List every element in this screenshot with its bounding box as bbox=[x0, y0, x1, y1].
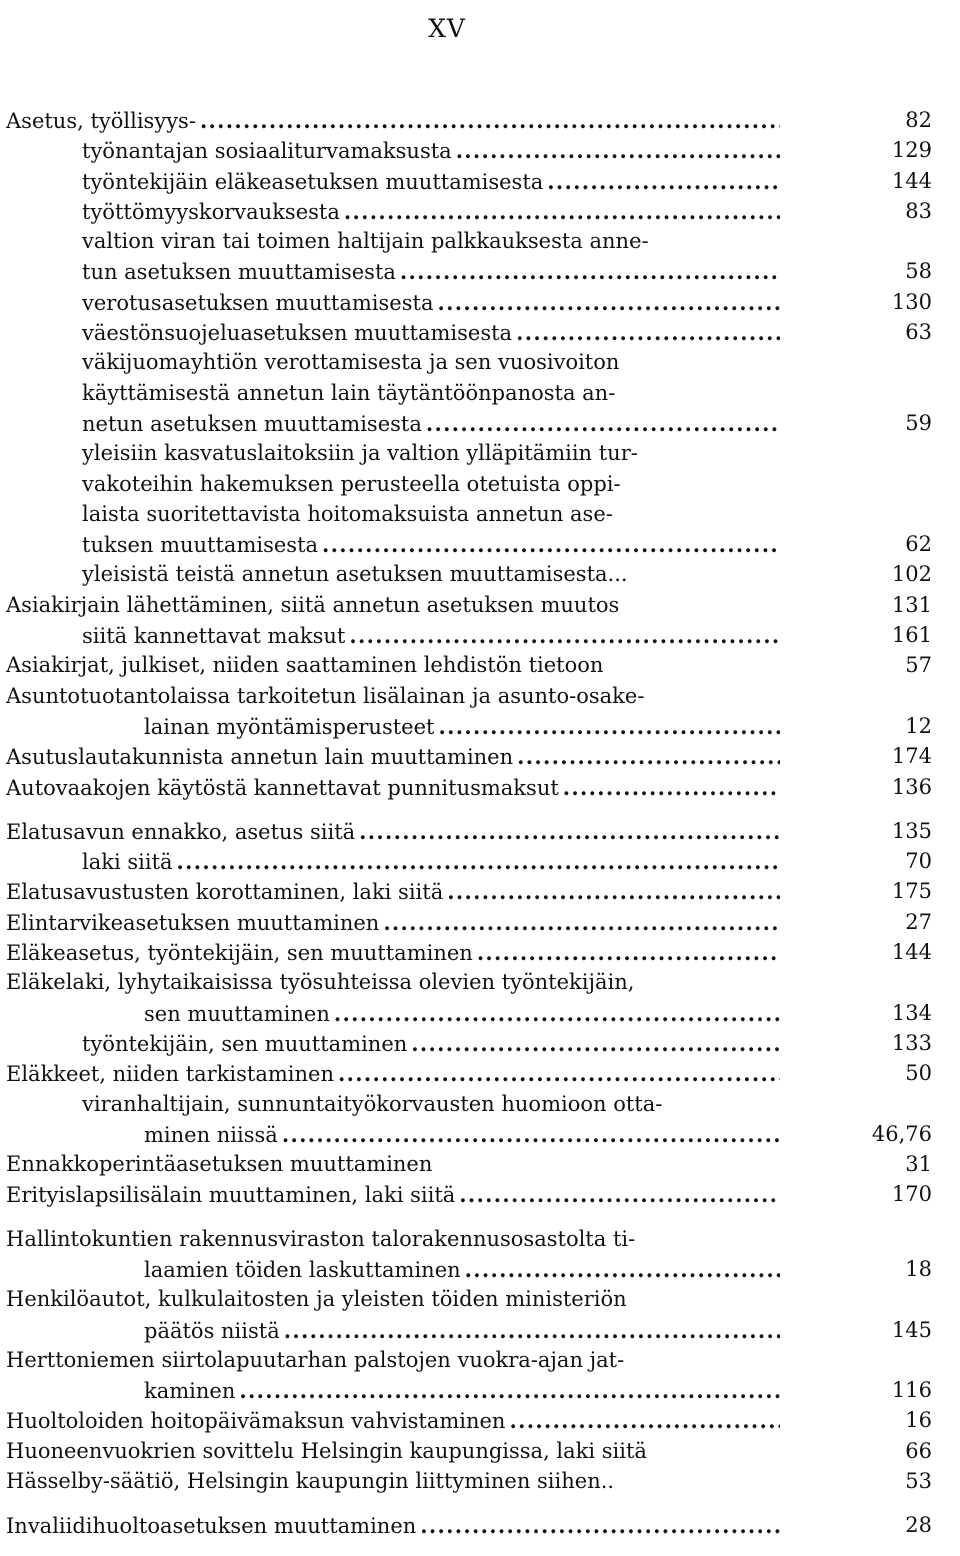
entry-page-number: 66 bbox=[905, 1438, 932, 1463]
entry-title: Asuntotuotantolaissa tarkoitetun lisälainan ja asunto-osake- bbox=[6, 683, 645, 708]
index-entry bbox=[0, 108, 960, 138]
entry-title: väestönsuojeluasetuksen muuttamisesta bbox=[82, 321, 513, 346]
leader-dots bbox=[437, 290, 780, 315]
index-entry bbox=[0, 653, 960, 683]
entry-page-number: 59 bbox=[905, 410, 932, 435]
entry-title: Eläkelaki, lyhytaikaisissa työsuhteissa olevien työntekijäin, bbox=[6, 970, 635, 995]
index-entry bbox=[0, 970, 960, 1000]
leader-dots bbox=[426, 411, 780, 436]
entry-title: Henkilöautot, kulkulaitosten ja yleisten töiden ministeriön bbox=[6, 1287, 627, 1312]
entry-title: Huoneenvuokrien sovittelu Helsingin kaupungissa, laki siitä bbox=[6, 1438, 647, 1463]
index-entry bbox=[0, 819, 960, 849]
index-entry bbox=[0, 1408, 960, 1438]
entry-page-number: 62 bbox=[905, 532, 932, 557]
index-entry bbox=[0, 593, 960, 623]
index-entry bbox=[0, 1182, 960, 1212]
entry-page-number: 144 bbox=[891, 168, 932, 193]
index-entry bbox=[0, 879, 960, 909]
leader-dots bbox=[400, 259, 780, 284]
entry-page-number: 131 bbox=[891, 592, 932, 617]
leader-dots bbox=[563, 775, 780, 800]
entry-title: Huoltoloiden hoitopäivämaksun vahvistaminen bbox=[6, 1409, 506, 1434]
entry-page-number: 175 bbox=[891, 879, 932, 904]
entry-title: netun asetuksen muuttamisesta bbox=[82, 411, 422, 436]
index-entry bbox=[0, 199, 960, 229]
index-entry bbox=[0, 532, 960, 562]
entry-title: yleisiin kasvatuslaitoksiin ja valtion ylläpitämiin tur- bbox=[82, 441, 638, 466]
index-entry bbox=[0, 1348, 960, 1378]
entry-page-number: 145 bbox=[891, 1317, 932, 1342]
leader-dots bbox=[517, 744, 780, 769]
index-entry bbox=[0, 1152, 960, 1182]
leader-dots bbox=[177, 849, 780, 874]
entry-title: työntekijäin, sen muuttaminen bbox=[82, 1031, 408, 1056]
index-entry bbox=[0, 411, 960, 441]
entry-title: Asetus, työllisyys- bbox=[6, 109, 196, 133]
index-entry bbox=[0, 138, 960, 168]
entry-page-number: 144 bbox=[891, 940, 932, 965]
entry-page-number: 133 bbox=[891, 1030, 932, 1055]
entry-title: Elintarvikeasetuksen muuttaminen bbox=[6, 910, 380, 935]
entry-title: siitä kannettavat maksut bbox=[82, 624, 346, 649]
leader-dots bbox=[477, 940, 780, 965]
entry-page-number: 16 bbox=[905, 1408, 932, 1433]
entry-title: Eläkkeet, niiden tarkistaminen bbox=[6, 1062, 334, 1087]
leader-dots bbox=[516, 320, 780, 345]
index-entry bbox=[0, 1001, 960, 1031]
entry-page-number: 53 bbox=[905, 1469, 932, 1494]
index-entry bbox=[0, 1469, 960, 1499]
entry-title: Asiakirjat, julkiset, niiden saattaminen lehdistön tietoon bbox=[6, 653, 604, 678]
entry-page-number: 46,76 bbox=[871, 1121, 932, 1146]
entry-title: Herttoniemen siirtolapuutarhan palstojen vuokra-ajan jat- bbox=[6, 1347, 625, 1372]
entry-title: minen niissä bbox=[144, 1122, 278, 1147]
entry-title: laista suoritettavista hoitomaksuista annetun ase- bbox=[82, 501, 613, 526]
entry-page-number: 116 bbox=[891, 1378, 932, 1403]
entry-title: Elatusavun ennakko, asetus siitä bbox=[6, 819, 356, 844]
index-entry bbox=[0, 1122, 960, 1152]
entry-page-number: 135 bbox=[891, 818, 932, 843]
index-entry bbox=[0, 562, 960, 592]
index-entry bbox=[0, 350, 960, 380]
entry-title: päätös niistä bbox=[144, 1318, 280, 1343]
leader-dots bbox=[420, 1513, 780, 1538]
entry-title: sen muuttaminen bbox=[144, 1001, 330, 1026]
entry-title: Hässelby-säätiö, Helsingin kaupungin liittyminen siihen.. bbox=[6, 1469, 615, 1494]
entry-title: Asutuslautakunnista annetun lain muuttaminen bbox=[6, 745, 514, 770]
index-entry bbox=[0, 849, 960, 879]
index-entry bbox=[0, 1513, 960, 1543]
index-entry bbox=[0, 441, 960, 471]
leader-dots bbox=[465, 1257, 780, 1282]
entry-title: Elatusavustusten korottaminen, laki siitä bbox=[6, 880, 444, 905]
entry-title: laki siitä bbox=[82, 850, 173, 875]
index-entry bbox=[0, 623, 960, 653]
leader-dots bbox=[334, 1001, 780, 1026]
index-entry bbox=[0, 1287, 960, 1317]
leader-dots bbox=[282, 1122, 780, 1147]
leader-dots bbox=[349, 623, 780, 648]
entry-title: Autovaakojen käytöstä kannettavat punnitusmaksut bbox=[6, 775, 559, 800]
entry-page-number: 63 bbox=[905, 320, 932, 345]
leader-dots bbox=[547, 169, 780, 194]
index-entry bbox=[0, 1061, 960, 1091]
entry-title: lainan myöntämisperusteet bbox=[144, 714, 435, 739]
entry-page-number: 102 bbox=[891, 562, 932, 587]
entry-title: väkijuomayhtiön verottamisesta ja sen vuosivoiton bbox=[82, 350, 620, 375]
index-entry bbox=[0, 472, 960, 502]
index-entry bbox=[0, 1227, 960, 1257]
leader-dots bbox=[383, 910, 780, 935]
entry-title: työntekijäin eläkeasetuksen muuttamisesta bbox=[82, 169, 544, 194]
leader-dots bbox=[411, 1031, 780, 1056]
entry-page-number: 18 bbox=[905, 1256, 932, 1281]
entry-page-number: 82 bbox=[905, 108, 932, 132]
entry-page-number: 136 bbox=[891, 774, 932, 799]
entry-page-number: 58 bbox=[905, 259, 932, 284]
index-entry bbox=[0, 290, 960, 320]
entry-page-number: 174 bbox=[891, 744, 932, 769]
entry-title: Eläkeasetus, työntekijäin, sen muuttaminen bbox=[6, 941, 473, 966]
leader-dots bbox=[509, 1408, 780, 1433]
leader-dots bbox=[338, 1061, 780, 1086]
leader-dots bbox=[438, 714, 780, 739]
leader-dots bbox=[284, 1318, 780, 1343]
entry-title: Hallintokuntien rakennusviraston talorakennusosastolta ti- bbox=[6, 1226, 636, 1251]
index-entry bbox=[0, 1318, 960, 1348]
entry-page-number: 57 bbox=[905, 653, 932, 678]
index-entry bbox=[0, 229, 960, 259]
entry-page-number: 170 bbox=[891, 1182, 932, 1207]
entry-title: Ennakkoperintäasetuksen muuttaminen bbox=[6, 1152, 433, 1177]
index-entry bbox=[0, 259, 960, 289]
index-entry bbox=[0, 1378, 960, 1408]
leader-dots bbox=[344, 199, 780, 224]
leader-dots bbox=[239, 1378, 780, 1403]
entry-title: yleisistä teistä annetun asetuksen muuttamisesta... bbox=[82, 562, 628, 587]
index-list bbox=[0, 108, 960, 1544]
index-entry bbox=[0, 1092, 960, 1122]
entry-title: Erityislapsilisälain muuttaminen, laki siitä bbox=[6, 1183, 456, 1208]
entry-title: valtion viran tai toimen haltijain palkkauksesta anne- bbox=[82, 229, 649, 254]
entry-title: tun asetuksen muuttamisesta bbox=[82, 260, 396, 285]
entry-page-number: 129 bbox=[891, 138, 932, 163]
entry-page-number: 50 bbox=[905, 1061, 932, 1086]
entry-title: viranhaltijain, sunnuntaityökorvausten huomioon otta- bbox=[82, 1091, 663, 1116]
entry-title: työttömyyskorvauksesta bbox=[82, 199, 340, 224]
index-entry bbox=[0, 910, 960, 940]
entry-title: kaminen bbox=[144, 1379, 236, 1404]
page-number: XV bbox=[428, 14, 466, 43]
entry-title: tuksen muuttamisesta bbox=[82, 533, 319, 558]
index-entry bbox=[0, 1031, 960, 1061]
index-entry bbox=[0, 320, 960, 350]
leader-dots bbox=[456, 138, 780, 163]
leader-dots bbox=[359, 819, 780, 844]
entry-page-number: 161 bbox=[891, 623, 932, 648]
index-entry bbox=[0, 381, 960, 411]
entry-page-number: 70 bbox=[905, 849, 932, 874]
index-entry bbox=[0, 169, 960, 199]
index-entry bbox=[0, 940, 960, 970]
entry-page-number: 27 bbox=[905, 909, 932, 934]
entry-page-number: 31 bbox=[905, 1152, 932, 1177]
entry-page-number: 130 bbox=[891, 289, 932, 314]
index-entry bbox=[0, 714, 960, 744]
index-entry bbox=[0, 1439, 960, 1469]
entry-page-number: 12 bbox=[905, 713, 932, 738]
leader-dots bbox=[459, 1182, 780, 1207]
leader-dots bbox=[447, 879, 780, 904]
index-entry bbox=[0, 502, 960, 532]
entry-title: verotusasetuksen muuttamisesta bbox=[82, 290, 434, 315]
entry-page-number: 28 bbox=[905, 1513, 932, 1538]
index-entry bbox=[0, 684, 960, 714]
entry-title: laamien töiden laskuttaminen bbox=[144, 1257, 461, 1282]
leader-dots bbox=[322, 532, 780, 557]
entry-title: vakoteihin hakemuksen perusteella otetuista oppi- bbox=[82, 471, 621, 496]
entry-title: Asiakirjain lähettäminen, siitä annetun asetuksen muutos bbox=[6, 592, 620, 617]
index-entry bbox=[0, 775, 960, 805]
entry-page-number: 134 bbox=[891, 1000, 932, 1025]
entry-page-number: 83 bbox=[905, 198, 932, 223]
entry-title: Invaliidihuoltoasetuksen muuttaminen bbox=[6, 1514, 417, 1539]
index-entry bbox=[0, 1257, 960, 1287]
index-entry bbox=[0, 744, 960, 774]
entry-title: käyttämisestä annetun lain täytäntöönpanosta an- bbox=[82, 380, 616, 405]
leader-dots bbox=[200, 108, 780, 133]
entry-title: työnantajan sosiaaliturvamaksusta bbox=[82, 139, 452, 164]
